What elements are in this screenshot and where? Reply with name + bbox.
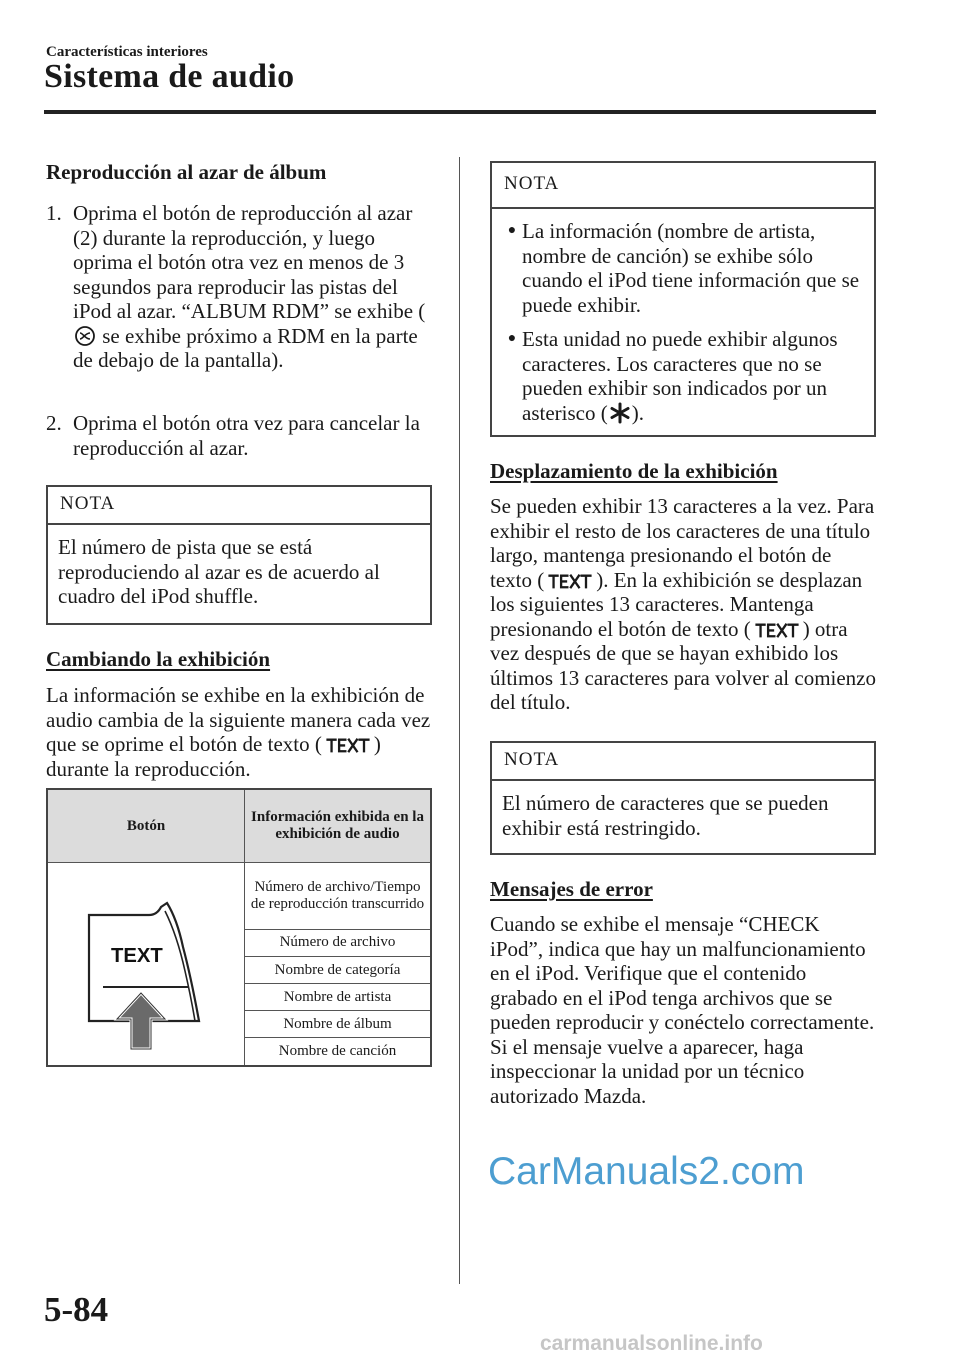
table-header-button: Botón: [47, 789, 245, 863]
section-label: Características interiores: [46, 44, 208, 60]
column-divider: [459, 157, 460, 1284]
display-change-heading: Cambiando la exhibición: [46, 647, 271, 671]
svg-text:TEXT: TEXT: [111, 945, 163, 968]
watermark: CarManuals2.com: [488, 1150, 805, 1193]
note-box-2: [490, 161, 876, 437]
scroll-heading: Desplazamiento de la exhibición: [490, 459, 778, 483]
table-header-row: [47, 789, 431, 863]
table-cell-info: Nombre de categoría: [245, 957, 432, 984]
album-random-heading: Reproducción al azar de álbum: [46, 160, 327, 184]
step-1-number: 1.: [46, 201, 62, 225]
table-cell-info: Nombre de artista: [245, 984, 432, 1011]
title-rule: [44, 110, 876, 114]
error-messages-heading: Mensajes de error: [490, 877, 653, 901]
note-box-1: [46, 485, 432, 625]
note-2-bullet-1: ● La información (nombre de artista, nombre de canción) se exhibe sólo cuando el iPod tiene información que se puede exhibir.: [507, 219, 860, 317]
table-cell-info: Número de archivo: [245, 930, 432, 957]
page-title: Sistema de audio: [44, 58, 295, 95]
album-random-icon: [74, 325, 96, 347]
note-3-body: El número de caracteres que se pueden exhibir está restringido.: [502, 791, 829, 840]
step-1-text: Oprima el botón de reproducción al azar (2) durante la reproducción, y luego oprima el botón otra vez en menos de 3 segundos para reproducir las pistas del iPod al azar. “ALBUM RDM” se exhibe ( se exhibe próximo a RDM en la parte de debajo de la pantalla).: [73, 201, 426, 372]
site-watermark: carmanualsonline.info: [540, 1332, 763, 1355]
table-cell-info: Número de archivo/Tiempo de reproducción transcurrido: [245, 863, 432, 930]
page-number: 5-84: [44, 1290, 109, 1329]
text-button-illustration: [47, 863, 245, 1066]
scroll-text: Se pueden exhibir 13 caracteres a la vez. Para exhibir el resto de los caracteres de una título largo, mantenga presionando el botón de texto ( ). En la exhibición se desplazan los siguientes 13 caracteres. Mantenga presionando el botón de texto ( ) otra vez después de que se hayan exhibido los últimos 13 caracteres para volver al comienzo del título.: [490, 494, 876, 714]
text-button-label: [111, 945, 163, 967]
step-1: [46, 201, 432, 373]
step-2: [46, 411, 432, 460]
step-2-text: Oprima el botón otra vez para cancelar la reproducción al azar.: [73, 411, 420, 460]
text-button-icon: [754, 622, 800, 638]
step-2-number: 2.: [46, 411, 62, 435]
table-cell-info: Nombre de canción: [245, 1038, 432, 1066]
table-row: [47, 863, 431, 930]
note-3-heading: NOTA: [492, 743, 874, 781]
text-button-icon: [325, 737, 371, 753]
note-1-heading: NOTA: [48, 487, 430, 525]
asterisk-icon: [609, 402, 631, 424]
table-header-info: Información exhibida en la exhibición de audio: [245, 789, 432, 863]
note-box-3: [490, 741, 876, 855]
error-messages-text: Cuando se exhibe el mensaje “CHECK iPod”, indica que hay un malfuncionamiento en el iPod. Verifique que el contenido grabado en el iPod tenga archivos que se pueden reproducir y conéctelo correctamente. Si el mensaje vuelve a aparecer, haga inspeccionar la unidad por un técnico autorizado Mazda.: [490, 912, 875, 1108]
display-info-table: [46, 788, 432, 1067]
note-2-bullet-2: ● Esta unidad no puede exhibir algunos caracteres. Los caracteres que no se pueden exhibir son indicados por un asterisco ( ).: [507, 327, 838, 425]
note-1-body: El número de pista que se está reproduciendo al azar es de acuerdo al cuadro del iPod shuffle.: [58, 535, 380, 608]
display-change-text: La información se exhibe en la exhibición de audio cambia de la siguiente manera cada vez que se oprime el botón de texto ( ) durante la reproducción.: [46, 683, 431, 781]
note-2-body: [492, 209, 874, 435]
table-cell-info: Nombre de álbum: [245, 1011, 432, 1038]
text-button-icon: [547, 573, 593, 589]
note-2-heading: NOTA: [492, 163, 874, 209]
